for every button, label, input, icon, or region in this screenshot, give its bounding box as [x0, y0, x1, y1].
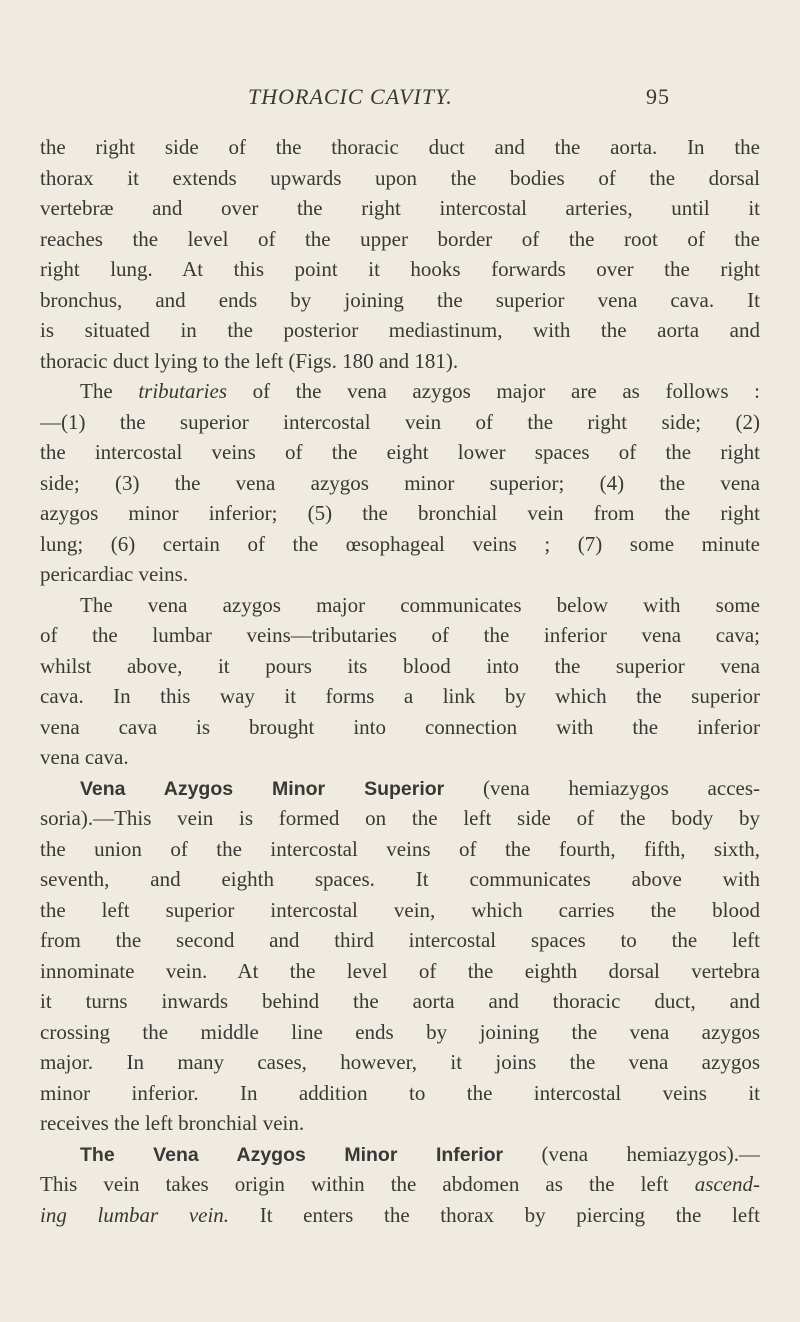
paragraph-start-line	[40, 376, 760, 407]
line-segment: This vein takes origin within the abdomen as the left	[40, 1172, 695, 1196]
text-line: the right side of the thoracic duct and the aorta. In the	[40, 135, 760, 159]
body-text	[40, 132, 760, 1230]
italic-term: ing lumbar vein.	[40, 1202, 230, 1227]
text-line: vertebræ and over the right intercostal arteries, until it	[40, 196, 760, 220]
text-line: seventh, and eighth spaces. It communicates above with	[40, 867, 760, 891]
text-line: reaches the level of the upper border of the root of the	[40, 226, 760, 251]
line-segment: of the vena azygos major are as follows :	[227, 379, 760, 403]
text-line: major. In many cases, however, it joins the vena azygos	[40, 1050, 760, 1074]
text-line: minor inferior. In addition to the intercostal veins it	[40, 1080, 760, 1105]
text-line: is situated in the posterior mediastinum, with the aorta and	[40, 318, 760, 342]
running-title: THORACIC CAVITY.	[248, 84, 453, 109]
text-line: it turns inwards behind the aorta and thoracic duct, and	[40, 989, 760, 1013]
text-line: right lung. At this point it hooks forwards over the right	[40, 257, 760, 281]
line-segment: The	[80, 379, 139, 403]
text-line: thorax it extends upwards upon the bodies of the dorsal	[40, 165, 760, 190]
text-line: the union of the intercostal veins of the fourth, fifth, sixth,	[40, 836, 760, 861]
section-heading-line	[40, 773, 760, 804]
text-line	[40, 1200, 760, 1231]
text-line: innominate vein. At the level of the eighth dorsal vertebra	[40, 958, 760, 983]
section-heading-line	[40, 1139, 760, 1170]
text-line: receives the left bronchial vein.	[40, 1111, 305, 1135]
line-segment: (vena hemiazygos).—	[503, 1141, 760, 1166]
text-line: the intercostal veins of the eight lower spaces of the right	[40, 440, 760, 464]
text-line: of the lumbar veins—tributaries of the inferior vena cava;	[40, 623, 760, 647]
line-segment: (vena hemiazygos acces-	[444, 775, 760, 800]
text-line: bronchus, and ends by joining the superior vena cava. It	[40, 287, 760, 312]
text-line: whilst above, it pours its blood into the superior vena	[40, 653, 760, 678]
text-line: from the second and third intercostal spaces to the left	[40, 928, 760, 952]
section-heading: The Vena Azygos Minor Inferior	[80, 1143, 504, 1166]
italic-term: tributaries	[138, 379, 227, 403]
line-segment: It enters the thorax by piercing the left	[229, 1202, 760, 1227]
italic-term: ascend-	[694, 1172, 760, 1196]
section-heading: Vena Azygos Minor Superior	[80, 777, 445, 800]
text-line: thoracic duct lying to the left (Figs. 180 and 181).	[40, 348, 459, 373]
text-line: azygos minor inferior; (5) the bronchial vein from the right	[40, 501, 760, 525]
paragraph-start-line: The vena azygos major communicates below with some	[80, 592, 760, 617]
text-line: vena cava.	[40, 745, 129, 769]
text-line: soria).—This vein is formed on the left side of the body by	[40, 806, 760, 830]
text-line: —(1) the superior intercostal vein of the right side; (2)	[40, 409, 760, 434]
text-line: pericardiac veins.	[40, 562, 189, 586]
text-line: lung; (6) certain of the œsophageal veins ; (7) some minute	[40, 531, 760, 556]
text-line: vena cava is brought into connection with the inferior	[40, 714, 760, 739]
text-line: side; (3) the vena azygos minor superior; (4) the vena	[40, 470, 760, 495]
page-number: 95	[646, 84, 670, 109]
running-head	[0, 80, 800, 120]
text-line: cava. In this way it forms a link by which the superior	[40, 684, 760, 708]
text-line	[40, 1169, 760, 1200]
text-line: the left superior intercostal vein, which carries the blood	[40, 897, 760, 922]
text-line: crossing the middle line ends by joining the vena azygos	[40, 1019, 760, 1044]
